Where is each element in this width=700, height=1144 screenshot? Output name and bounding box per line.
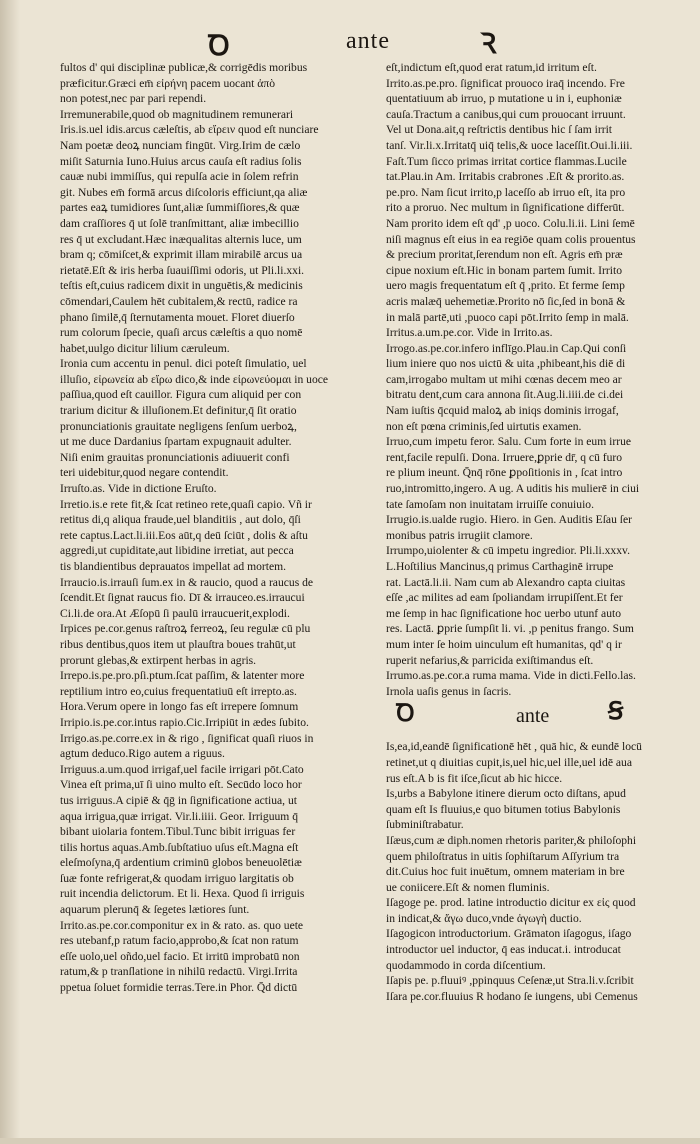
text-line: rito a proruo. Nec multum in ſignificatione differūt. [386,201,625,215]
text-line: ſuæ fonte refrigerat,& quodam irriguo largitatis ob [60,871,294,885]
text-line: Irruſto.as. Vide in dictione Eruſto. [60,482,217,496]
text-line: Irnola uaſis genus in ſacris. [386,684,512,698]
section-letter-left: Ꝺ [396,701,415,728]
text-line: Faſt.Tum ſicco primas irritat cortice flammas.Lucile [386,154,627,168]
text-line: tis blandientibus deprauatos impellat ad mortem. [60,560,287,573]
text-line: quodammodo in corda diſcentium. [386,958,546,972]
text-line: rietatē.Eſt & iris herba ſuauiſſimi odoris, ut Pli.li.xxi. [60,263,305,277]
text-line: Iſapis pe. p.fluuiꝰ ,ppinquus Ceſenæ,ut Stra.li.v.ſcribit [386,974,634,988]
text-line: fultos d' qui disciplinæ publicæ,& corrigēdis moribus [60,61,308,74]
text-line: Irriguus.a.um.quod irrigaf,uel facile irrigari pōt.Cato [60,762,304,776]
right-column-bottom [386,739,686,1004]
text-line: eſt,indictum eſt,quod erat ratum,id irritum eſt. [386,61,597,74]
text-line: Iris.is.uel idis.arcus cæleſtis, ab εἴρειν quod eſt nunciare [60,123,319,137]
text-line: pronunciationis grauitate negligens ſenſum uerboꝝ, [60,419,297,433]
text-line: eſſe ,ac milites ad eam ſpoliandam irrupiſſent.Et fer [386,591,623,605]
text-line: tanſ. Vir.li.x.Irritatq̄ uiq̄ telis,& uoce laceſſit.Oui.li.iii. [386,138,633,152]
text-line: cipue noxium eſt.Hic in bonam partem ſumit. Irrito [386,263,623,277]
text-line: pe.pro. Nam ſicut irrito,p laceſſo ab irruo eſt, ita pro [386,185,626,199]
text-line: git. Nubes em̄ formā arcus diſcoloris efficiunt,qa aliæ [60,185,308,199]
text-line: cōmendari,Caulem hēt cubitalem,& rectū, radice ra [60,294,298,308]
text-line: dit.Cuius hoc fuit inuētum, omnem materiam in bre [386,865,625,879]
text-line: Is,urbs a Babylone itinere dierum octo diſtans, apud [386,787,626,801]
text-line: Irrugio.is.ualde rugio. Hiero. in Gen. Auditis Eſau ſer [386,513,632,527]
text-line: Vinea eſt prima,uī ſi uino multo eſt. Secūdo loco hor [60,778,302,792]
text-line: bibant uiolaria fontem.Tibul.Tunc bibit irriguas fer [60,825,296,839]
header-letter-right: Ꝛ [480,29,497,60]
text-line: ribus dentibus,quos item ut plauſtra boues trahūt,ut [60,637,296,651]
text-line: Iſagogicon introductorium. Grāmaton iſagogus, iſago [386,927,632,941]
text-line: Irruo,cum impetu feror. Salu. Cum forte in eum irrue [386,435,632,449]
text-line: rus eſt.A b is fit iſce,ſicut ab hic hicce. [386,771,563,785]
text-line: in malā partē,uti ,puoco capi pōt.Irrito ſemp in malā. [386,310,629,324]
text-line: partes eaꝝ tumidiores ſunt,aliæ ſummiſſiores,& quæ [60,201,300,215]
text-line: lium iniere quo nos uictū & uita ,phibeant,his diē di [386,357,626,371]
text-line: rat. Lactā.li.ii. Nam cum ab Alexandro capta ciuitas [386,575,626,589]
text-line: ratum,& p tranſlatione in nihilū redactū. Virgi.Irrita [60,965,298,979]
section-header [386,699,686,735]
text-line: & precium proritat,ſerendum non eſt. Agris em̄ præ [386,248,623,262]
text-line: Irrito.as.pe.cor.componitur ex in & rato. as. quo uete [60,918,304,932]
text-line: bram q; cōmiſcet,& exprimit illam mirabilē arcus ua [60,248,303,262]
text-line: ſubminiſtrabatur. [386,818,464,832]
text-line: paſſiua,quod eſt cauillor. Figura cum aliquid per con [60,388,302,402]
text-line: ue coniicere.Eſt & nomen fluminis. [386,880,550,894]
right-column-top [386,60,686,699]
text-line: aggredi,ut cupiditate,aut libidine irretiat, aut pecca [60,544,294,558]
gutter-shadow [0,0,20,1144]
text-line: Hora.Verum opere in longo fas eſt irrepere ſomnum [60,700,299,714]
text-line: re plium ineunt. Q̄nq̄ rōne ꝑpoſitionis in , ſcat intro [386,466,623,480]
text-line: prorunt glebas,& extirpent herbas in agris. [60,653,257,667]
text-line: ſcendit.Et ſignat raucus fio. Dī & irrauceo.es.irraucui [60,591,305,605]
text-line: L.Hoſtilius Mancinus,q primus Carthaginē irrupe [386,560,614,573]
text-line: aquarum plerunq̄ & ſegetes lætiores ſunt. [60,903,250,917]
text-line: teri uidebitur,quod negare contendit. [60,466,229,480]
text-line: rete captus.Lact.li.iii.Eos aūt,q deū ſciūt , dolis & aſtu [60,528,308,542]
text-line: bitratu dent,cum cara annona ſit.Aug.li.iiii.de ci.dei [386,388,624,402]
text-line: me ſemp in hac ſignificatione hoc uerbo utunf auto [386,606,622,620]
left-column [60,60,378,996]
text-line: præficitur.Græci em̄ εἰρήνη pacem uocant ἀπὸ [60,76,275,90]
text-line: Irpices pe.cor.genus raſtroꝝ ferreoꝝ, ſeu regulæ cū plu [60,622,311,636]
text-line: rent,facile repulſi. Dona. Irruere,ꝑprie dr̄, q cū furo [386,450,623,464]
text-line: agtum deduco.Rigo autem a riguus. [60,747,225,761]
text-line: cauſa.Tractum a canibus,qui cum prouocant irruunt. [386,107,626,121]
text-line: rum colorum ſpecie, quaſi arcus cæleſtis a quo nomē [60,326,303,340]
text-line: Nam prorito idem eſt qd' ,p uoco. Colu.li.ii. Lini ſemē [386,216,635,230]
text-line: Irretio.is.e rete fit,& ſcat retineo rete,quaſi capio. Vñ ir [60,497,312,511]
header-word: ante [346,28,390,54]
text-line: Ironia cum accentu in penul. dici poteſt ſimulatio, uel [60,357,307,371]
text-line: Irrumpo,uiolenter & cū impetu ingredior. Pli.li.xxxv. [386,544,630,558]
text-line: dam craſſiores q̄ ut ſolē tranſmittant, aliæ imbecillio [60,216,299,230]
text-line: Irrito.as.pe.pro. ſignificat prouoco iraq̄ incendo. Fre [386,76,625,90]
text-line: ruo,intromitto,ingero. A ug. A uditis his mulierē in ciui [386,482,640,496]
text-line: acris malæq̄ uehemetiæ.Prorito nō ſic,ſed in bonā & [386,294,626,308]
text-line: uero magis frequentatum eſt q̄ ,prito. Et ferme ſemp [386,279,625,293]
text-line: ut me duce Dardanius ſpartam expugnauit adulter. [60,435,292,449]
section-letter-right: Ꞩ [608,699,624,726]
text-line: mum inter ſe hoim uinculum eſt humanitas, qd' q ir [386,637,622,651]
text-line: Iſara pe.cor.fluuius R hodano ſe iungens, ubi Cemenus [386,989,638,1003]
text-line: Iſæus,cum æ diph.nomen rhetoris pariter,& philoſophi [386,833,637,847]
text-line: Irremunerabile,quod ob magnitudinem remunerari [60,107,294,121]
text-line: niſi magnus eſt eius in ea regiōe quam colis prouentus [386,232,636,246]
text-line: Nam poetæ deoꝝ nunciam fingūt. Virg.Irim de cælo [60,138,301,152]
text-line: Iſagoge pe. prod. latine introductio dicitur ex εἰς quod [386,896,636,910]
text-line: ruit incendia delictorum. Et li. Hexa. Quod ſi irriguis [60,887,305,901]
text-line: habet,uulgo dicitur lilium cæruleum. [60,341,230,355]
text-line: ruperit nefarius,& parricida exiſtimandus eſt. [386,653,594,667]
text-line: Irripio.is.pe.cor.intus rapio.Cic.Irripiūt in ædes ſubito. [60,715,309,729]
text-line: Vel ut Dona.ait,q reſtrictis dentibus hic ſ ſam irrit [386,123,613,137]
text-line: in indicat,& ἄγω duco,vnde ἀγωγὴ ductio. [386,911,582,925]
right-column [386,60,686,1004]
text-line: Niſi enim grauitas pronunciationis adiuuerit confi [60,450,290,464]
text-line: trarium dicitur & illuſionem.Et definitur,q̄ ſit oratio [60,404,297,418]
text-line: res utebanf,p ratum facio,approbo,& ſcat non ratum [60,934,299,948]
text-line: eleſmoſyna,q̄ ardentium criminū globos beneuolētiæ [60,856,302,870]
text-line: cauæ nubi immiſſus, qui repulſa acie in ſolem refrin [60,170,299,184]
text-line: Irrigo.as.pe.corre.ex in & rigo , ſignificat quaſi riuos in [60,731,314,745]
text-line: non potest,nec par pari rependi. [60,92,207,106]
text-line: phano ſimilē,q̄ ſternutamenta mouet. Floret diuerſo [60,310,295,324]
text-line: cam,irrogabo multam ut mihi cœnas decem meo ar [386,372,622,386]
text-line: quem philoſtratus in uitis ſophiſtarum Aſſyrium tra [386,849,620,863]
text-line: Ci.li.de ora.At Æſopū ſi paulū irraucuerit,explodi. [60,606,290,620]
text-line: Irritus.a.um.pe.cor. Vide in Irrito.as. [386,326,553,340]
text-line: ppetua ſoluet formidie terras.Tere.in Phor. Q̄d dictū [60,981,298,995]
text-line: Is,ea,id,eandē ſignificationē hēt , quā hic, & eundē locū [386,740,642,754]
text-line: eſſe uolo,uel oñdo,uel facio. Et irritū improbatū non [60,949,300,963]
page-bottom-edge [0,1138,700,1144]
text-line: Irrepo.is.pe.pro.pſi.ptum.ſcat paſſim, & latenter more [60,669,305,683]
text-line: quam eſt Is fluuius,e quo bitumen totius Babylonis [386,802,621,816]
text-line: Irraucio.is.irrauſi ſum.ex in & raucio, quod a raucus de [60,575,314,589]
running-header [0,22,700,62]
text-line: retitus di,q aliqua fraude,uel blanditiis , aut dolo, q̄ſi [60,513,301,527]
text-line: tus irriguus.A cipiē & q̄ḡ in ſignificatione actiua, ut [60,793,297,807]
text-line: teſtis eſt,cuius radicem dixit in unguētis,& medicinis [60,279,303,293]
text-line: Irrumo.as.pe.cor.a ruma mama. Vide in dicti.Fello.las. [386,669,636,683]
section-word: ante [516,705,550,728]
text-line: monibus patris irrugiit clamore. [386,528,533,542]
text-line: illuſio, εἰρωνεία ab εἴρω dico,& inde εἰρωνεύομαι in uoce [60,372,329,386]
text-line: tilis hortus aquas.Amb.ſubſtatiuo uſus eſt.Magna eſt [60,840,299,854]
header-letter-left: Ꝺ [208,31,230,62]
text-line: non eſt pœna criminis,ſed uirtutis examen. [386,419,582,433]
text-line: tat.Plau.in Am. Irritabis crabrones .Eſt & prorito.as. [386,170,625,184]
text-line: res q̄ ut excludant.Hæc inæqualitas alternis luce, um [60,232,302,246]
text-line: reptilium intro eo,cuius frequentatiuū eſt irrepto.as. [60,684,297,698]
text-line: res. Lactā. ꝑprie ſumpſit li. vi. ,p penitus frango. Sum [386,622,634,636]
text-line: Nam iuſtis q̄cquid maloꝝ ab iniqs dominis irrogaf, [386,404,619,418]
text-line: introductor uel inductor, q̄ eas inducat.i. introducat [386,943,621,957]
text-line: retinet,ut q diuitias cupit,is,uel hic,uel ille,uel idē aua [386,755,632,769]
text-line: miſit Saturnia Iuno.Huius arcus cauſa eſt radius ſolis [60,154,302,168]
text-line: Irrogo.as.pe.cor.infero inflīgo.Plau.in Cap.Qui conſi [386,341,627,355]
text-line: quentatiuum ab irruo, p mutatione u in i, euphoniæ [386,92,622,106]
text-line: aqua irrigua,quæ irrigat. Vir.li.iiii. Geor. Irriguum q̄ [60,809,299,823]
text-line: tate ſamoſam non inuitatam irruiſſe conuiuio. [386,497,594,511]
